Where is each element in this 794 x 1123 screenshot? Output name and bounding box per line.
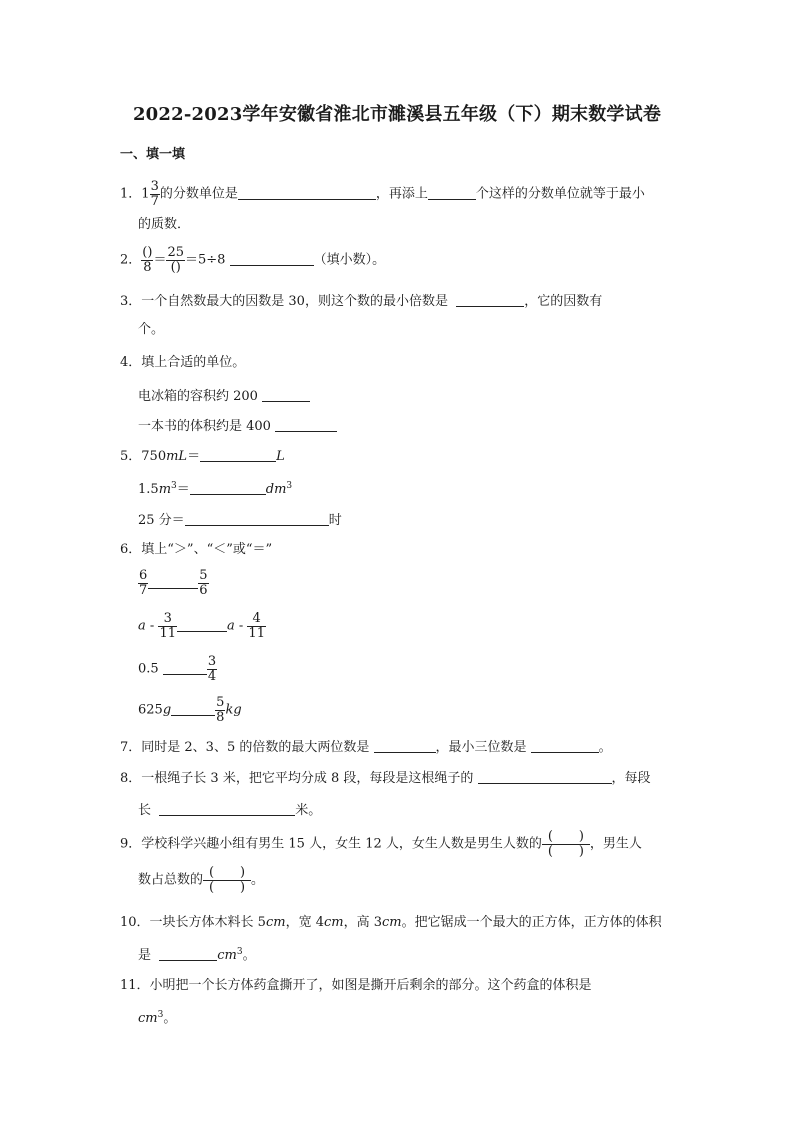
question-text: 一块长方体木料长 5 — [149, 915, 266, 930]
question-text: 米。 — [295, 803, 322, 818]
fraction-blank[interactable] — [203, 866, 251, 894]
fraction-denominator: ( ) — [208, 879, 246, 895]
minus-sign: - — [234, 618, 248, 634]
unit: 时 — [328, 513, 342, 528]
unit: g — [162, 702, 172, 718]
fraction — [215, 696, 225, 724]
question-text: ，每段 — [611, 771, 651, 786]
question-1-continued: 的质数． — [138, 217, 191, 232]
answer-blank[interactable] — [456, 293, 524, 307]
fraction-numerator: () — [142, 245, 153, 260]
question-8 — [120, 770, 651, 785]
exponent: 3 — [286, 481, 293, 491]
fraction — [207, 655, 217, 683]
value: 750 — [141, 449, 167, 464]
fraction-numerator: ( ) — [542, 830, 590, 845]
question-5-line-2 — [138, 481, 292, 496]
answer-blank[interactable] — [185, 512, 329, 526]
fraction — [247, 612, 266, 640]
unit: cm — [217, 948, 237, 963]
fraction-denominator: 4 — [207, 668, 217, 684]
unit: dm — [265, 482, 287, 497]
question-6 — [120, 543, 272, 556]
question-10 — [120, 916, 662, 929]
unit: cm — [138, 1011, 158, 1026]
question-number: 9． — [120, 836, 142, 852]
fraction-numerator: 3 — [207, 654, 217, 669]
question-7 — [120, 739, 612, 754]
equals-sign: ＝ — [187, 449, 201, 464]
answer-blank[interactable] — [190, 481, 266, 495]
fraction — [198, 569, 208, 597]
question-11 — [120, 979, 592, 992]
question-8-continued — [138, 802, 321, 817]
answer-blank[interactable] — [148, 575, 198, 589]
fraction-numerator: 6 — [139, 568, 148, 583]
fraction-denominator: 8 — [143, 259, 152, 275]
answer-blank[interactable] — [171, 702, 215, 716]
answer-blank[interactable] — [275, 418, 337, 432]
question-text: 。 — [242, 948, 256, 963]
compare-row-1 — [138, 569, 209, 597]
question-number: 10． — [120, 915, 150, 930]
question-4-line-1 — [138, 388, 310, 403]
value: 0.5 — [138, 661, 159, 677]
answer-blank[interactable] — [230, 252, 314, 266]
value: 25 分＝ — [138, 513, 185, 528]
question-text: 的分数单位是 — [159, 186, 238, 202]
unit: cm — [265, 915, 286, 930]
variable: a — [138, 618, 146, 634]
answer-blank[interactable] — [531, 739, 599, 753]
question-text: 是 — [138, 948, 152, 963]
unit: kg — [225, 702, 242, 718]
question-4 — [120, 356, 245, 369]
question-3-continued: 个。 — [138, 322, 165, 337]
question-9 — [120, 830, 642, 858]
question-4-line-2 — [138, 418, 337, 433]
question-3 — [120, 293, 602, 308]
question-text: 填上合适的单位。 — [141, 355, 246, 370]
exponent: 3 — [157, 1010, 164, 1020]
question-number: 11． — [120, 978, 150, 993]
question-5-line-3 — [138, 512, 342, 527]
question-10-continued — [138, 947, 256, 962]
question-text: 同时是 2、3、5 的倍数的最大两位数是 — [141, 740, 370, 755]
answer-blank[interactable] — [177, 618, 227, 632]
unit: mL — [166, 449, 188, 464]
question-text: 电冰箱的容积约 200 — [138, 389, 258, 404]
question-9-continued — [138, 866, 264, 894]
compare-row-3 — [138, 655, 217, 683]
question-text: 小明把一个长方体药盒撕开了，如图是撕开后剩余的部分。这个药盒的体积是 — [149, 978, 592, 993]
answer-blank[interactable] — [374, 739, 436, 753]
question-number: 5． — [120, 449, 142, 464]
question-number: 7． — [120, 740, 142, 755]
answer-blank[interactable] — [478, 770, 612, 784]
unit: L — [276, 449, 285, 464]
variable: a — [226, 618, 235, 634]
fraction-denominator: ( ) — [547, 843, 584, 859]
fraction-blank-over-eight — [141, 246, 153, 274]
question-number: 4． — [120, 355, 142, 370]
fraction-numerator: 5 — [216, 695, 225, 710]
question-number: 2． — [120, 252, 142, 268]
question-number: 6． — [120, 542, 142, 557]
answer-blank[interactable] — [163, 661, 207, 675]
fraction-denominator: 8 — [216, 709, 225, 725]
fraction-denominator: 6 — [199, 582, 208, 598]
unit: cm — [323, 915, 344, 930]
equals-sign: ＝ — [176, 482, 190, 497]
fraction-denominator: 7 — [139, 582, 148, 598]
answer-blank[interactable] — [200, 448, 276, 462]
fraction-denominator: 7 — [150, 193, 159, 209]
question-number: 1． — [120, 186, 142, 202]
answer-blank[interactable] — [159, 947, 217, 961]
fraction-denominator: 11 — [248, 625, 265, 641]
fraction-denominator: 11 — [159, 625, 176, 641]
question-text: 一本书的体积约是 400 — [138, 419, 271, 434]
question-text: 一根绳子长 3 米，把它平均分成 8 段，每段是这根绳子的 — [141, 771, 474, 786]
value: 1.5 — [138, 482, 159, 497]
fraction-denominator: () — [170, 259, 181, 275]
minus-sign: - — [145, 618, 159, 634]
question-text: 一个自然数最大的因数是 30，则这个数的最小倍数是 — [141, 294, 448, 309]
fraction-blank[interactable] — [542, 830, 590, 858]
question-number: 8． — [120, 771, 142, 786]
exponent: 3 — [236, 947, 243, 957]
question-5-line-1 — [120, 448, 285, 463]
compare-row-4 — [138, 696, 242, 724]
question-text: 学校科学兴趣小组有男生 15 人，女生 12 人，女生人数是男生人数的 — [141, 836, 542, 852]
answer-blank[interactable] — [428, 186, 476, 200]
question-text: 个这样的分数单位就等于最小 — [475, 186, 645, 202]
value: 625 — [138, 702, 163, 718]
question-2 — [120, 246, 385, 274]
question-text: ，再添上 — [375, 186, 428, 202]
question-text: ，最小三位数是 — [435, 740, 527, 755]
question-text: 数占总数的 — [138, 872, 204, 888]
question-text: ，宽 4 — [285, 915, 324, 930]
question-text: ，它的因数有 — [524, 294, 603, 309]
answer-blank[interactable] — [159, 802, 295, 816]
question-text: ，男生人 — [589, 836, 642, 852]
question-text: （填小数）。 — [313, 252, 386, 268]
answer-blank[interactable] — [262, 388, 310, 402]
fraction-three-sevenths — [150, 180, 160, 208]
question-text: 长 — [138, 803, 152, 818]
question-text: 。 — [163, 1011, 177, 1026]
page-title: 2022-2023学年安徽省淮北市濉溪县五年级（下）期末数学试卷 — [132, 104, 662, 125]
question-11-continued — [138, 1012, 176, 1025]
unit: cm — [381, 915, 402, 930]
fraction-25-over-blank — [166, 246, 185, 274]
unit: m — [158, 482, 172, 497]
compare-row-2 — [138, 612, 266, 640]
answer-blank[interactable] — [238, 186, 376, 200]
question-text: 。 — [251, 872, 265, 888]
fraction — [158, 612, 177, 640]
fraction-numerator: 3 — [158, 612, 177, 627]
question-number: 3． — [120, 294, 142, 309]
fraction-numerator: 4 — [247, 612, 266, 627]
equals-sign: ＝ — [153, 252, 167, 268]
question-text: ，高 3 — [343, 915, 382, 930]
question-text: ＝5÷8 — [185, 252, 226, 268]
question-1 — [120, 180, 645, 208]
fraction-numerator: 25 — [167, 245, 184, 260]
fraction — [138, 569, 148, 597]
question-text: 填上“＞”、“＜”或“＝” — [141, 542, 273, 557]
question-text: 。把它锯成一个最大的正方体，正方体的体积 — [401, 915, 662, 930]
fraction-numerator: 3 — [150, 179, 159, 194]
section-heading-fill-in: 一、填一填 — [120, 147, 186, 162]
fraction-numerator: ( ) — [203, 866, 251, 881]
question-text: 。 — [598, 740, 612, 755]
fraction-numerator: 5 — [199, 568, 208, 583]
mixed-number-whole: 1 — [141, 186, 150, 202]
exponent: 3 — [171, 481, 177, 491]
